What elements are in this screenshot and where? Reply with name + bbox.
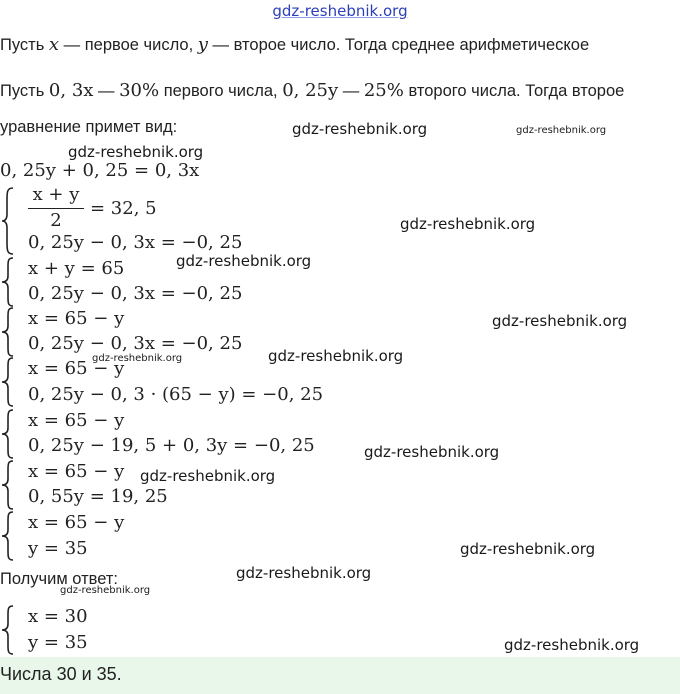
watermark: gdz-reshebnik.org [60,585,151,596]
equation: x = 65 − y [28,461,125,482]
math-y: y [197,34,208,55]
intro-line-1 [0,34,589,55]
text-fragment: — первое число, [59,36,198,54]
system-brace [0,459,16,511]
equation: 0, 25y − 0, 3x = −0, 25 [28,232,243,253]
watermark: gdz-reshebnik.org [504,636,640,654]
text-fragment: Пусть [0,36,49,54]
equation: x = 65 − y [28,308,125,329]
text-fragment: второго числа. Тогда второе [403,82,625,100]
equation: x = 65 − y [28,512,125,533]
text-fragment: Пусть [0,82,49,100]
site-link[interactable]: gdz-reshebnik.org [272,2,408,20]
system-brace [0,256,16,308]
system-brace [0,186,16,256]
intro-line-2 [0,80,624,101]
equation: 0, 25y − 0, 3x = −0, 25 [28,333,243,354]
equation: 0, 25y − 0, 3 · (65 − y) = −0, 25 [28,384,324,405]
equation: 0, 25y − 0, 3x = −0, 25 [28,283,243,304]
equation: 0, 25y + 0, 25 = 0, 3x [0,160,200,181]
equation: 0, 25y − 19, 5 + 0, 3y = −0, 25 [28,435,315,456]
fraction-denominator: 2 [50,210,62,231]
system-brace [0,510,16,562]
text-fragment: — второе число. Тогда среднее арифметическое [207,36,590,54]
math-term: 0, 3x [48,80,94,101]
system-brace [0,356,16,408]
text-fragment: первого числа, [159,82,283,100]
equation: = 32, 5 [90,198,157,219]
text-fragment: — [93,82,120,100]
equation: x = 65 − y [28,358,125,379]
system-brace [0,408,16,460]
fraction-numerator: x + y [32,184,80,205]
watermark: gdz-reshebnik.org [492,312,628,330]
equation: x + y = 65 [28,258,125,279]
equation: x = 30 [28,606,88,627]
watermark: gdz-reshebnik.org [92,353,183,364]
equation: 0, 55y = 19, 25 [28,486,168,507]
watermark: gdz-reshebnik.org [364,443,500,461]
math-term: 30% [119,80,160,101]
equation: x = 65 − y [28,410,125,431]
watermark: gdz-reshebnik.org [268,347,404,365]
equation: y = 35 [28,538,88,559]
watermark: gdz-reshebnik.org [460,540,596,558]
watermark: gdz-reshebnik.org [236,564,372,582]
watermark: gdz-reshebnik.org [68,143,204,161]
math-term: 0, 25y [282,80,339,101]
answer-label: Получим ответ: [0,570,119,588]
intro-line-3: уравнение примет вид: [0,118,178,136]
watermark: gdz-reshebnik.org [516,125,607,136]
text-fragment: — [338,82,364,100]
watermark: gdz-reshebnik.org [140,467,276,485]
system-brace [0,306,16,358]
final-answer: Числа 30 и 35. [0,664,122,684]
answer-brace [0,604,16,656]
math-x: x [48,34,60,55]
watermark: gdz-reshebnik.org [176,252,312,270]
watermark: gdz-reshebnik.org [400,215,536,233]
equation: y = 35 [28,632,88,653]
math-term: 25% [363,80,404,101]
watermark: gdz-reshebnik.org [292,120,428,138]
